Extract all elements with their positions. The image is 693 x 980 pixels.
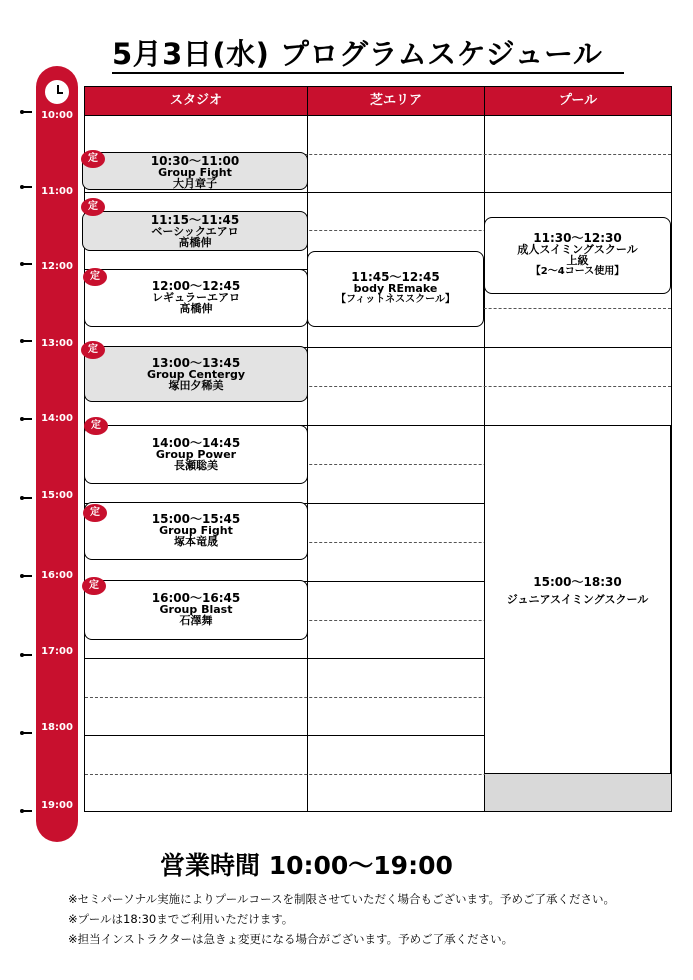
hour-tick bbox=[20, 418, 34, 422]
hour-label: 13:00 bbox=[41, 338, 73, 349]
business-hours: 営業時間 10:00〜19:00 bbox=[160, 851, 453, 880]
class-instructor: 大月章子 bbox=[173, 177, 217, 190]
hour-label: 16:00 bbox=[41, 570, 73, 581]
class-time: 14:00〜14:45 bbox=[151, 436, 241, 450]
class-instructor: 塚田夕稀美 bbox=[168, 379, 224, 392]
class-block[interactable] bbox=[84, 346, 308, 402]
fixed-badge: 定 bbox=[81, 150, 105, 168]
hour-tick bbox=[20, 654, 34, 658]
class-name: レギュラーエアロ bbox=[152, 291, 240, 304]
class-name: Group Fight bbox=[158, 166, 232, 179]
hour-label: 18:00 bbox=[41, 722, 73, 733]
note-line: ※プールは18:30までご利用いただけます。 bbox=[68, 912, 294, 926]
hour-tick bbox=[20, 111, 34, 115]
fixed-badge: 定 bbox=[84, 417, 108, 435]
class-instructor: 石澤舞 bbox=[179, 614, 213, 627]
page-title: 5月3日(水) プログラムスケジュール bbox=[112, 36, 624, 74]
hour-label: 12:00 bbox=[41, 261, 73, 272]
fixed-badge: 定 bbox=[81, 198, 105, 216]
class-block[interactable] bbox=[484, 217, 671, 294]
class-name: Group Fight bbox=[159, 524, 233, 537]
class-block[interactable] bbox=[84, 502, 308, 560]
hour-tick bbox=[20, 263, 34, 267]
hour-label: 11:00 bbox=[41, 186, 73, 197]
fixed-badge: 定 bbox=[83, 268, 107, 286]
class-name: ジュニアスイミングスクール bbox=[506, 593, 649, 606]
class-block[interactable] bbox=[307, 251, 484, 327]
class-level: 上級 bbox=[566, 254, 589, 267]
class-time: 11:30〜12:30 bbox=[533, 231, 622, 245]
hour-label: 15:00 bbox=[41, 490, 73, 501]
row-line bbox=[85, 115, 671, 116]
clock-icon bbox=[45, 80, 69, 104]
fixed-badge: 定 bbox=[82, 577, 106, 595]
note-line: ※担当インストラクターは急きょ変更になる場合がございます。予めご了承ください。 bbox=[68, 932, 514, 946]
fixed-badge: 定 bbox=[83, 504, 107, 522]
hour-tick bbox=[20, 340, 34, 344]
class-time: 12:00〜12:45 bbox=[151, 279, 241, 293]
pool-closed-area bbox=[485, 774, 671, 811]
class-block[interactable] bbox=[84, 580, 308, 640]
class-time: 10:30〜11:00 bbox=[150, 154, 240, 168]
hour-tick bbox=[20, 497, 34, 501]
class-name: Group Power bbox=[155, 448, 237, 461]
class-block[interactable] bbox=[82, 211, 308, 251]
hour-label: 10:00 bbox=[41, 110, 73, 121]
row-line bbox=[85, 192, 671, 193]
column-header-pool: プール bbox=[485, 87, 671, 115]
class-name: body REmake bbox=[353, 282, 438, 295]
class-block[interactable] bbox=[484, 425, 671, 774]
class-time: 11:15〜11:45 bbox=[150, 213, 240, 227]
hour-tick bbox=[20, 732, 34, 736]
class-block[interactable] bbox=[82, 152, 308, 190]
column-header-turf: 芝エリア bbox=[308, 87, 484, 115]
class-name: Group Blast bbox=[159, 603, 233, 616]
hour-tick bbox=[20, 810, 34, 814]
class-note: 【2〜4コース使用】 bbox=[530, 266, 625, 277]
class-block[interactable] bbox=[84, 425, 308, 484]
class-time: 11:45〜12:45 bbox=[351, 270, 440, 284]
class-instructor: 長瀬聡美 bbox=[174, 459, 218, 472]
hour-label: 14:00 bbox=[41, 413, 73, 424]
class-time: 16:00〜16:45 bbox=[151, 591, 241, 605]
class-instructor: 塚本竜晟 bbox=[174, 535, 218, 548]
class-time: 13:00〜13:45 bbox=[151, 356, 241, 370]
hour-tick bbox=[20, 186, 34, 190]
class-time: 15:00〜18:30 bbox=[533, 575, 622, 589]
class-name: ベーシックエアロ bbox=[151, 225, 239, 238]
note-line: ※セミパーソナル実施によりプールコースを制限させていただく場合もございます。予めご了承ください。 bbox=[68, 892, 616, 906]
hour-tick bbox=[20, 575, 34, 579]
class-instructor: 髙橋伸 bbox=[178, 236, 212, 249]
class-note: 【フィットネススクール】 bbox=[336, 294, 455, 305]
column-header-studio: スタジオ bbox=[85, 87, 307, 115]
class-name: 成人スイミングスクール bbox=[517, 243, 638, 256]
class-block[interactable] bbox=[84, 269, 308, 327]
hour-label: 17:00 bbox=[41, 646, 73, 657]
class-time: 15:00〜15:45 bbox=[151, 512, 241, 526]
hour-label: 19:00 bbox=[41, 800, 73, 811]
class-name: Group Centergy bbox=[146, 368, 246, 381]
class-instructor: 髙橋伸 bbox=[179, 302, 213, 315]
fixed-badge: 定 bbox=[81, 341, 105, 359]
